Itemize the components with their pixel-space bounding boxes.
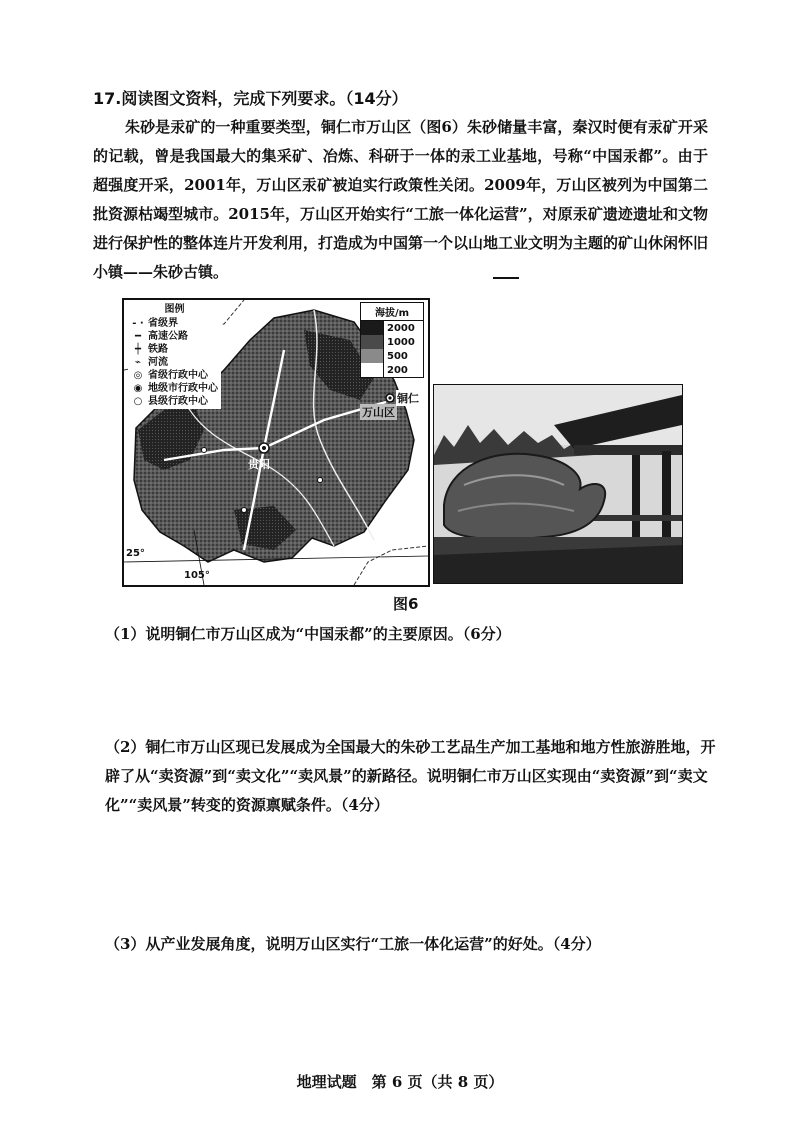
legend-row: ⌁ 河流 (131, 356, 218, 369)
outer-boundary-2 (354, 546, 428, 585)
elevation-title: 海拔/m (361, 303, 423, 321)
highway-symbol: ━ (134, 331, 142, 342)
elevation-legend (360, 302, 424, 378)
boundary-symbol: - · (132, 318, 144, 329)
railway-symbol: ┿ (134, 344, 142, 355)
elevation-row: 200 (361, 363, 423, 377)
guiyang-label: 贵阳 (248, 458, 270, 471)
photo-illustration (434, 385, 682, 583)
relief-map (122, 298, 430, 587)
legend-row: - · 省级界 (132, 318, 178, 329)
wanshan-label: 万山区 (362, 406, 395, 419)
legend-row: ┿ 铁路 (131, 343, 218, 356)
tongren-label: 铜仁 (397, 392, 419, 405)
figure-caption: 图6 (393, 595, 419, 613)
longitude-label: 105° (184, 570, 210, 581)
elevation-row: 2000 (361, 321, 423, 335)
county-center-symbol: ○ (133, 396, 143, 407)
river-symbol: ⌁ (134, 357, 142, 368)
provincial-capital-symbol: ◎ (133, 370, 143, 381)
legend-row: ◉ 地级市行政中心 (131, 382, 218, 395)
sub-question-1: （1）说明铜仁市万山区成为“中国汞都”的主要原因。（6分） (105, 625, 511, 643)
sub-question-2: （2）铜仁市万山区现已发展成为全国最大的朱砂工艺品生产加工基地和地方性旅游胜地，开辟了从“卖资源”到“卖文化”“卖风景”的新路径。说明铜仁市万山区实现由“卖资源”到“卖文化”“卖风景”转变的资源禀赋条件。（4分） (105, 738, 716, 814)
sub-question-3: （3）从产业发展角度，说明万山区实行“工旅一体化运营”的好处。（4分） (105, 935, 601, 953)
scan-mark (493, 277, 519, 279)
prefecture-city-symbol: ◉ (133, 383, 143, 394)
elevation-row: 1000 (361, 335, 423, 349)
county-marker (202, 448, 207, 453)
page-footer: 地理试题 第 6 页（共 8 页） (296, 1073, 504, 1091)
pavilion-railing (584, 515, 682, 521)
elevation-row: 500 (361, 349, 423, 363)
county-marker (318, 478, 323, 483)
map-legend (128, 302, 221, 409)
question-paragraph: 朱砂是汞矿的一种重要类型，铜仁市万山区（图6）朱砂储量丰富，秦汉时便有汞矿开采的记载，曾是我国最大的集采矿、冶炼、科研于一体的汞工业基地，号称“中国汞都”。由于超强度开采，2001年，万山区汞矿被迫实行政策性关闭。2009年，万山区被列为中国第二批资源枯竭型城市。2015年，万山区开始实行“工旅一体化运营”，对原汞矿遗迹遗址和文物进行保护性的整体连片开发利用，打造成为中国第一个以山地工业文明为主题的矿山休闲怀旧小镇——朱砂古镇。 (93, 118, 709, 281)
latitude-label: 25° (126, 548, 145, 559)
legend-title: 图例 (164, 304, 185, 315)
zhusha-town-photo (433, 384, 683, 584)
legend-row: ━ 高速公路 (131, 330, 218, 343)
question-title: 17.阅读图文资料，完成下列要求。（14分） (93, 89, 408, 108)
legend-row: ○ 县级行政中心 (131, 395, 218, 408)
county-marker (242, 508, 247, 513)
legend-row: ◎ 省级行政中心 (131, 369, 218, 382)
